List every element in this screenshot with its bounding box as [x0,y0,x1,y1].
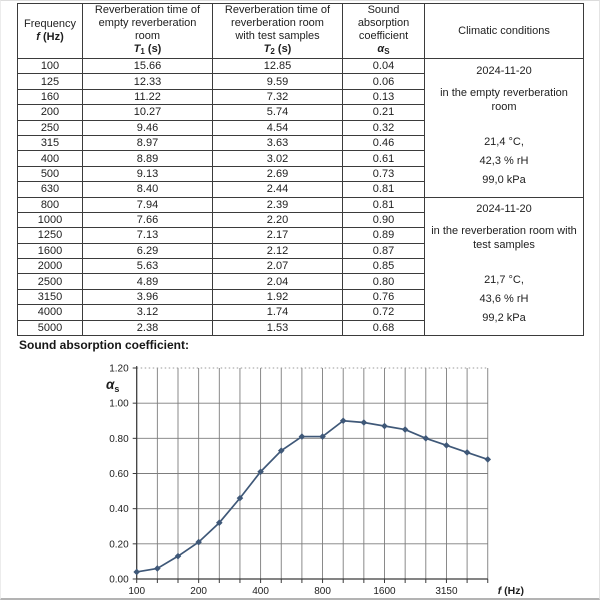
x-tick-label: 200 [190,586,207,597]
measurement-table [17,3,584,336]
cell-alpha: 0.68 [343,320,425,335]
cell-t2: 4.54 [213,120,343,135]
cell-t1: 8.40 [83,182,213,197]
cell-t2: 9.59 [213,74,343,89]
cell-frequency: 1250 [18,228,83,243]
cell-alpha: 0.61 [343,151,425,166]
table-body [18,59,584,336]
x-tick-label: 100 [128,586,146,597]
cell-t1: 8.97 [83,135,213,150]
cell-frequency: 500 [18,166,83,181]
cell-t2: 12.85 [213,59,343,74]
cell-t2: 2.07 [213,259,343,274]
x-tick-label: 1600 [373,586,396,597]
cell-t2: 7.32 [213,89,343,104]
cell-t1: 15.66 [83,59,213,74]
cell-frequency: 400 [18,151,83,166]
cell-t1: 8.89 [83,151,213,166]
cell-frequency: 315 [18,135,83,150]
cell-t1: 10.27 [83,105,213,120]
cell-t2: 3.02 [213,151,343,166]
cell-t1: 9.13 [83,166,213,181]
cell-t1: 12.33 [83,74,213,89]
cell-frequency: 125 [18,74,83,89]
cell-t2: 2.39 [213,197,343,212]
cell-alpha: 0.21 [343,105,425,120]
y-tick-label: 0.40 [109,504,129,516]
cell-frequency: 160 [18,89,83,104]
climatic-pressure: 99,0 kPa [482,173,526,186]
data-point-marker [133,569,140,576]
cell-frequency: 1000 [18,212,83,227]
climatic-temperature: 21,7 °C, [484,274,524,287]
data-point-marker [381,423,388,430]
y-tick-label: 0.80 [109,433,129,445]
climatic-date: 2024-11-20 [476,64,532,77]
climatic-block [430,64,578,187]
cell-frequency: 4000 [18,305,83,320]
cell-frequency: 1600 [18,243,83,258]
cell-frequency: 800 [18,197,83,212]
cell-t1: 7.66 [83,212,213,227]
cell-frequency: 100 [18,59,83,74]
x-tick-label: 400 [252,586,269,597]
climatic-block [430,202,578,325]
x-tick-label: 3150 [435,586,458,597]
cell-frequency: 2000 [18,259,83,274]
data-point-marker [402,426,409,433]
y-axis-label: $\alpha_s$ [106,377,120,394]
cell-alpha: 0.87 [343,243,425,258]
data-point-marker [443,442,450,449]
data-point-marker [423,435,430,442]
cell-alpha: 0.73 [343,166,425,181]
cell-alpha: 0.46 [343,135,425,150]
cell-t1: 3.12 [83,305,213,320]
table-row [18,59,584,74]
cell-t1: 4.89 [83,274,213,289]
x-tick-label: 800 [314,586,331,597]
column-header-t1: Reverberation time of empty reverberation room $T_1$ (s) [83,4,213,59]
cell-frequency: 200 [18,105,83,120]
climatic-pressure: 99,2 kPa [482,312,526,325]
y-tick-label: 0.60 [109,469,129,480]
cell-t2: 2.69 [213,166,343,181]
cell-t1: 5.63 [83,259,213,274]
cell-t2: 1.92 [213,289,343,304]
cell-alpha: 0.89 [343,228,425,243]
cell-alpha: 0.80 [343,274,425,289]
series-line [137,421,488,572]
cell-alpha: 0.76 [343,289,425,304]
section-title: Sound absorption coefficient: [19,338,189,352]
table-header [18,4,584,59]
cell-t2: 2.04 [213,274,343,289]
cell-alpha: 0.04 [343,59,425,74]
data-point-marker [484,456,491,463]
climatic-conditions-cell [425,59,584,198]
cell-alpha: 0.72 [343,305,425,320]
cell-t2: 2.12 [213,243,343,258]
column-header-alpha: Sound absorption coefficient $\alpha_S$ [343,4,425,59]
climatic-location: in the empty reverberation room [440,86,568,113]
cell-alpha: 0.90 [343,212,425,227]
cell-alpha: 0.81 [343,197,425,212]
climatic-location: in the reverberation room with test samples [431,225,577,252]
x-axis-label: f (Hz) [497,585,524,597]
y-tick-label: 1.20 [109,363,129,375]
cell-t2: 1.53 [213,320,343,335]
y-tick-label: 0.20 [109,539,129,551]
cell-frequency: 630 [18,182,83,197]
cell-frequency: 5000 [18,320,83,335]
column-header-climatic: Climatic conditions [425,4,584,59]
cell-alpha: 0.81 [343,182,425,197]
data-point-marker [464,449,471,456]
cell-t1: 2.38 [83,320,213,335]
cell-alpha: 0.32 [343,120,425,135]
cell-t2: 3.63 [213,135,343,150]
column-header-t2: Reverberation time of reverberation room with test samples $T_2$ (s) [213,4,343,59]
cell-frequency: 2500 [18,274,83,289]
cell-alpha: 0.06 [343,74,425,89]
cell-alpha: 0.13 [343,89,425,104]
cell-alpha: 0.85 [343,259,425,274]
column-header-frequency: Frequency f (Hz) [18,4,83,59]
cell-frequency: 250 [18,120,83,135]
cell-t2: 2.44 [213,182,343,197]
cell-t2: 5.74 [213,105,343,120]
table-header-row [18,4,584,59]
climatic-humidity: 42,3 % rH [479,154,529,167]
table-row [18,197,584,212]
y-tick-label: 0.00 [109,574,129,586]
cell-frequency: 3150 [18,289,83,304]
cell-t1: 7.13 [83,228,213,243]
cell-t1: 11.22 [83,89,213,104]
cell-t1: 9.46 [83,120,213,135]
climatic-humidity: 43,6 % rH [479,293,529,306]
cell-t2: 2.20 [213,212,343,227]
climatic-temperature: 21,4 °C, [484,135,524,148]
cell-t1: 7.94 [83,197,213,212]
climatic-conditions-cell [425,197,584,336]
absorption-chart [0,352,600,600]
cell-t1: 3.96 [83,289,213,304]
climatic-date: 2024-11-20 [476,203,532,216]
data-point-marker [361,419,368,426]
cell-t2: 1.74 [213,305,343,320]
cell-t2: 2.17 [213,228,343,243]
cell-t1: 6.29 [83,243,213,258]
y-tick-label: 1.00 [109,398,129,410]
